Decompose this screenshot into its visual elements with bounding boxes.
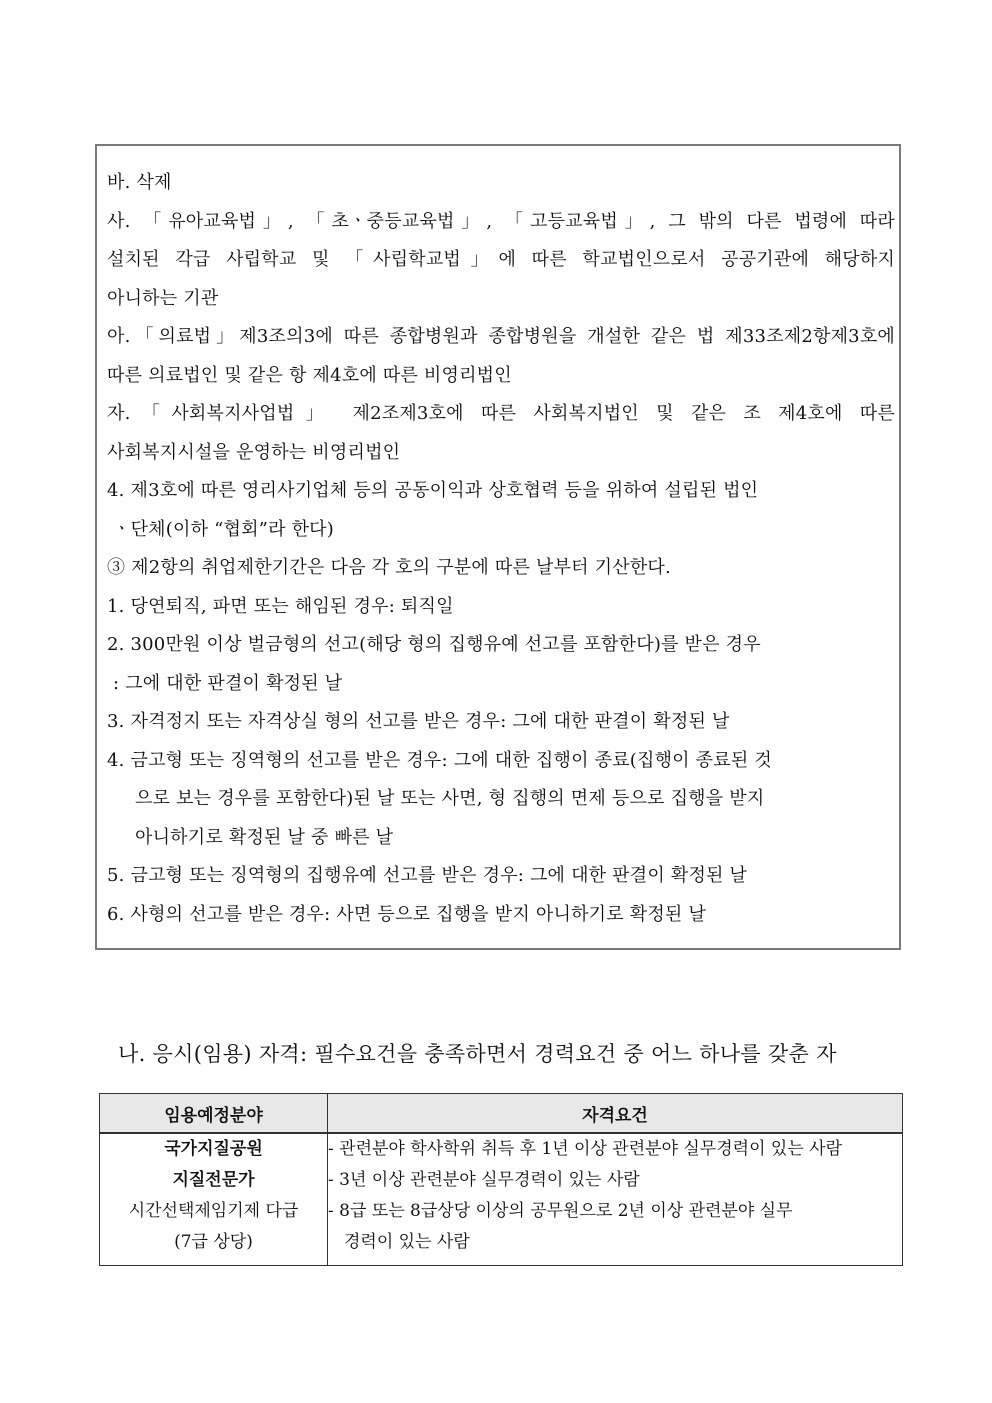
text-line: 4. 금고형 또는 징역형의 선고를 받은 경우: 그에 대한 집행이 종료(집행이 종료된 것 bbox=[107, 749, 772, 771]
regulation-excerpt-box bbox=[95, 144, 901, 950]
text-line: 1. 당연퇴직, 파면 또는 해임된 경우: 퇴직일 bbox=[107, 595, 454, 617]
text-line: 설치된 각급 사립학교 및 「사립학교법」에 따른 학교법인으로서 공공기관에 해당하지 bbox=[107, 249, 895, 270]
qualification-item: - 3년 이상 관련분야 실무경력이 있는 사람 bbox=[328, 1170, 640, 1190]
text-line: 사회복지시설을 운영하는 비영리법인 bbox=[107, 441, 401, 463]
qualification-item-continued: 경력이 있는 사람 bbox=[344, 1232, 470, 1252]
text-line: 5. 금고형 또는 징역형의 집행유예 선고를 받은 경우: 그에 대한 판결이 확정된 날 bbox=[107, 865, 748, 886]
text-line: 4. 제3호에 따른 영리사기업체 등의 공동이익과 상호협력 등을 위하여 설립된 법인 bbox=[107, 480, 759, 501]
field-grade: 시간선택제임기제 다급 bbox=[128, 1201, 299, 1221]
qualifications-cell bbox=[328, 1133, 903, 1265]
section-title: 나. 응시(임용) 자격: 필수요건을 충족하면서 경력요건 중 어느 하나를 갖춘 자 bbox=[118, 1042, 837, 1066]
header-qualifications: 자격요건 bbox=[328, 1094, 903, 1134]
text-line: : 그에 대한 판결이 확정된 날 bbox=[113, 672, 343, 694]
qualification-table bbox=[99, 1093, 903, 1266]
text-line: 자.「사회복지사업법」 제2조제3호에 따른 사회복지법인 및 같은 조 제4호에 따른 bbox=[107, 403, 895, 424]
text-line: ③ 제2항의 취업제한기간은 다음 각 호의 구분에 따른 날부터 기산한다. bbox=[107, 557, 671, 578]
table-header-row bbox=[100, 1094, 903, 1134]
field-name: 국가지질공원 bbox=[164, 1139, 263, 1159]
text-line: 3. 자격정지 또는 자격상실 형의 선고를 받은 경우: 그에 대한 판결이 확정된 날 bbox=[107, 711, 730, 732]
text-line: 바. 삭제 bbox=[107, 172, 172, 193]
qualification-item: - 8급 또는 8급상당 이상의 공무원으로 2년 이상 관련분야 실무 bbox=[328, 1201, 793, 1221]
qualification-item: - 관련분야 학사학위 취득 후 1년 이상 관련분야 실무경력이 있는 사람 bbox=[328, 1139, 842, 1159]
field-role: 지질전문가 bbox=[172, 1170, 255, 1190]
text-line: 사. 「유아교육법」, 「초ㆍ중등교육법」, 「고등교육법」, 그 밖의 다른 법령에 따라 bbox=[107, 210, 895, 232]
table-row bbox=[100, 1133, 903, 1265]
text-line: 아.「의료법」제3조의3에 따른 종합병원과 종합병원을 개설한 같은 법 제33조제2항제3호에 bbox=[107, 326, 895, 347]
text-line: 6. 사형의 선고를 받은 경우: 사면 등으로 집행을 받지 아니하기로 확정된 날 bbox=[107, 903, 707, 925]
header-field: 임용예정분야 bbox=[100, 1094, 328, 1134]
text-line: 2. 300만원 이상 벌금형의 선고(해당 형의 집행유예 선고를 포함한다)를 받은 경우 bbox=[107, 634, 761, 655]
text-line: 으로 보는 경우를 포함한다)된 날 또는 사면, 형 집행의 면제 등으로 집행을 받지 bbox=[135, 788, 765, 809]
text-line: 아니하는 기관 bbox=[107, 287, 219, 309]
text-line: 아니하기로 확정된 날 중 빠른 날 bbox=[135, 826, 394, 848]
field-grade-equivalent: (7급 상당) bbox=[174, 1232, 253, 1252]
text-line: ㆍ단체(이하 “협회”라 한다) bbox=[113, 518, 334, 540]
text-line: 따른 의료법인 및 같은 항 제4호에 따른 비영리법인 bbox=[107, 364, 512, 386]
field-cell bbox=[100, 1133, 328, 1265]
